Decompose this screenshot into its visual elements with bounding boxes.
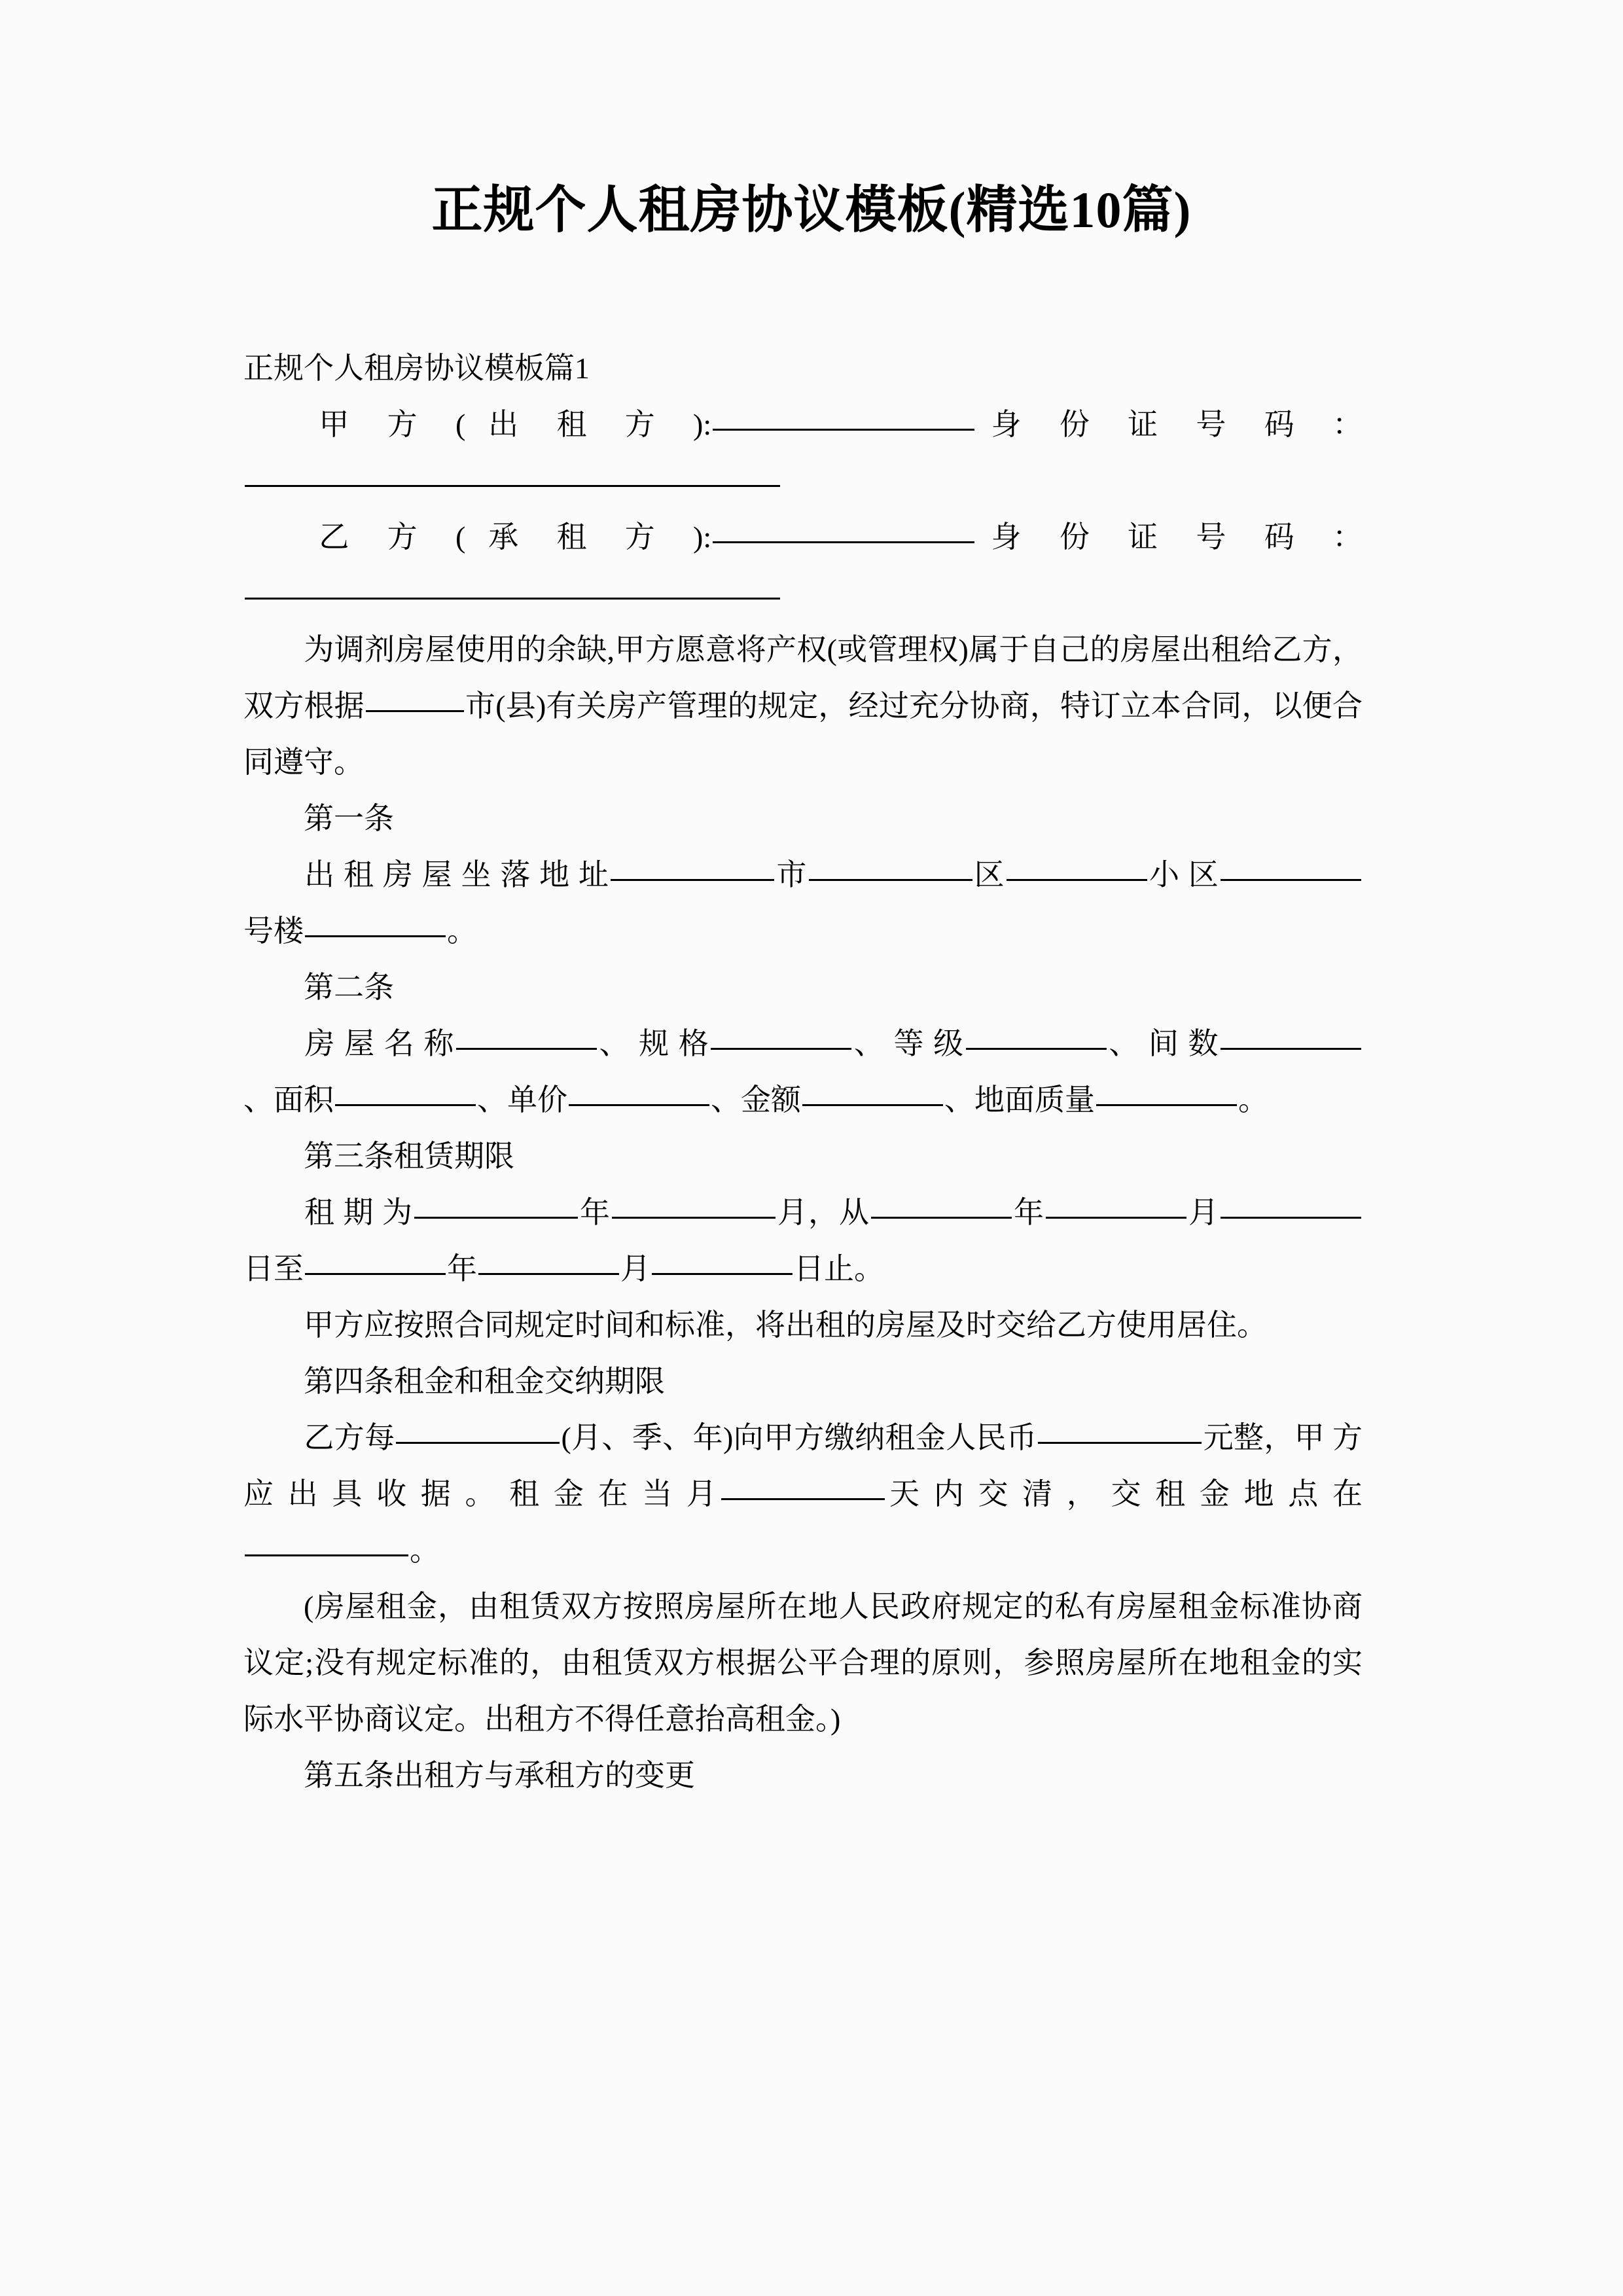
lease-to-label: 日至 bbox=[243, 1252, 304, 1285]
house-name-blank[interactable] bbox=[456, 1047, 597, 1050]
article-2-title: 第二条 bbox=[304, 971, 394, 1004]
house-grade-blank[interactable] bbox=[966, 1047, 1107, 1050]
rent-note-line-3: 租金的实际水平协商议定。出租方不得任意抬高租金。) bbox=[243, 1646, 1363, 1736]
party-a-line bbox=[243, 397, 1363, 453]
article-3-heading bbox=[243, 1128, 1363, 1185]
address-district-unit: 区 bbox=[973, 858, 1005, 891]
lease-from-year-blank[interactable] bbox=[871, 1216, 1012, 1219]
handover-text: 甲方应按照合同规定时间和标准，将出租的房屋及时交给乙方使用居住。 bbox=[304, 1308, 1267, 1342]
article-2-end-punct: 。 bbox=[1238, 1083, 1268, 1117]
lease-from-year-unit: 年 bbox=[1013, 1196, 1044, 1229]
article-2-detail-line bbox=[243, 1016, 1363, 1128]
house-grade-label: 、 等 级 bbox=[853, 1027, 965, 1060]
article-1-address-line bbox=[243, 847, 1363, 960]
house-spec-blank[interactable] bbox=[711, 1047, 851, 1050]
party-a-id-blank[interactable] bbox=[245, 484, 780, 487]
house-spec-label: 、 规 格 bbox=[597, 1027, 710, 1060]
lease-to-month-unit: 月 bbox=[620, 1252, 651, 1285]
rent-period-blank[interactable] bbox=[396, 1441, 560, 1444]
lease-from-day-blank[interactable] bbox=[1221, 1216, 1361, 1219]
preamble-line-2a: 乙方，双方根据 bbox=[243, 633, 1363, 723]
article-5-heading bbox=[243, 1748, 1363, 1804]
address-city-unit: 市 bbox=[776, 858, 808, 891]
party-b-name-blank[interactable] bbox=[713, 541, 974, 543]
house-rooms-label: 、 间 数 bbox=[1107, 1027, 1220, 1060]
section-heading-text: 正规个人租房协议模板篇1 bbox=[243, 351, 590, 385]
article-1-address-label: 出 租 房 屋 坐 落 地 址 bbox=[304, 858, 610, 891]
article-1-title: 第一条 bbox=[304, 802, 394, 835]
article-3-title: 第三条租赁期限 bbox=[304, 1139, 514, 1173]
house-area-blank[interactable] bbox=[335, 1103, 476, 1106]
rent-note-line-2: 协商议定;没有规定标准的，由租赁双方根据公平合理的原则，参照房屋所在地 bbox=[243, 1590, 1363, 1679]
rent-place-label: 天 内 交 清 ， 交 租 金 地 点 在 bbox=[886, 1477, 1363, 1511]
page-title: 正规个人租房协议模板(精选10篇) bbox=[431, 181, 1192, 238]
party-b-id-label: 身 份 证 号 码 ： bbox=[976, 520, 1363, 554]
party-a-name-blank[interactable] bbox=[713, 428, 974, 431]
rent-receipt-label: 甲 方 应 出 具 收 据 。 租 金 在 当 月 bbox=[243, 1421, 1363, 1511]
lease-term-month-unit: 月， bbox=[777, 1196, 839, 1229]
preamble-line-1: 为调剂房屋使用的余缺,甲方愿意将产权(或管理权)属于自己的房屋出租给 bbox=[304, 633, 1272, 666]
rent-period-options: (月、季、年)向甲方缴纳租金人民币 bbox=[561, 1421, 1037, 1454]
house-quality-blank[interactable] bbox=[1096, 1103, 1237, 1106]
rent-period-label: 乙方每 bbox=[304, 1421, 395, 1454]
rent-note-paragraph bbox=[243, 1579, 1363, 1748]
address-community-unit: 小 区 bbox=[1148, 858, 1220, 891]
article-3-term-line bbox=[243, 1185, 1363, 1297]
rent-place-blank[interactable] bbox=[245, 1554, 408, 1556]
house-floorquality-label: 、地面质 bbox=[944, 1083, 1065, 1117]
article-4-rent-line bbox=[243, 1410, 1363, 1579]
rent-amount-blank[interactable] bbox=[1038, 1441, 1202, 1444]
party-b-id-blank-row bbox=[243, 565, 1363, 622]
address-building-unit: 号楼 bbox=[243, 914, 304, 948]
party-b-label: 乙 方 ( 承 租 方 ): bbox=[304, 520, 712, 554]
address-end-punct: 。 bbox=[447, 914, 477, 948]
lease-to-day-unit: 日止。 bbox=[794, 1252, 884, 1285]
address-building-blank[interactable] bbox=[1221, 878, 1361, 881]
house-name-label: 房 屋 名 称 bbox=[304, 1027, 455, 1060]
lease-from-month-unit: 月 bbox=[1188, 1196, 1219, 1229]
house-quality-cont: 量 bbox=[1065, 1083, 1095, 1117]
party-b-id-blank[interactable] bbox=[245, 597, 780, 600]
address-district-blank[interactable] bbox=[809, 878, 972, 881]
party-a-label: 甲 方 ( 出 租 方 ): bbox=[304, 408, 712, 441]
article-4-end-punct: 。 bbox=[410, 1534, 440, 1567]
preamble-line-3: 同，以便合同遵守。 bbox=[243, 689, 1363, 779]
lease-to-year-unit: 年 bbox=[447, 1252, 477, 1285]
party-b-line bbox=[243, 509, 1363, 565]
house-rooms-blank[interactable] bbox=[1221, 1047, 1361, 1050]
rent-amount-unit: 元整， bbox=[1203, 1421, 1294, 1454]
rent-note-line-1: (房屋租金，由租赁双方按照房屋所在地人民政府规定的私有房屋租金标准 bbox=[304, 1590, 1302, 1623]
article-1-heading bbox=[243, 791, 1363, 847]
house-unitprice-label: 、单价 bbox=[477, 1083, 567, 1117]
house-amount-label: 、金额 bbox=[711, 1083, 801, 1117]
article-4-title: 第四条租金和租金交纳期限 bbox=[304, 1365, 665, 1398]
party-a-id-blank-row bbox=[243, 453, 1363, 509]
lease-to-year-blank[interactable] bbox=[305, 1272, 446, 1275]
lease-term-months-blank[interactable] bbox=[612, 1216, 776, 1219]
rent-days-blank[interactable] bbox=[721, 1498, 885, 1500]
article-2-heading bbox=[243, 960, 1363, 1016]
preamble-paragraph bbox=[243, 622, 1363, 791]
address-community-blank[interactable] bbox=[1007, 878, 1147, 881]
address-city-blank[interactable] bbox=[611, 878, 774, 881]
article-5-title: 第五条出租方与承租方的变更 bbox=[304, 1759, 695, 1792]
lease-to-month-blank[interactable] bbox=[478, 1272, 619, 1275]
handover-paragraph bbox=[243, 1297, 1363, 1354]
lease-term-year-unit: 年 bbox=[579, 1196, 611, 1229]
house-area-label: 、面积 bbox=[243, 1083, 334, 1117]
lease-term-label: 租 期 为 bbox=[304, 1196, 413, 1229]
preamble-city-blank[interactable] bbox=[366, 709, 464, 712]
house-amount-blank[interactable] bbox=[802, 1103, 943, 1106]
party-a-id-label: 身 份 证 号 码 ： bbox=[976, 408, 1363, 441]
article-4-heading bbox=[243, 1354, 1363, 1410]
lease-term-years-blank[interactable] bbox=[414, 1216, 578, 1219]
lease-from-label: 从 bbox=[839, 1196, 870, 1229]
house-unitprice-blank[interactable] bbox=[569, 1103, 709, 1106]
preamble-line-2b: 市(县)有关房产管理的规定，经过充分协商，特订立本合 bbox=[465, 689, 1212, 723]
lease-from-month-blank[interactable] bbox=[1046, 1216, 1186, 1219]
section-heading bbox=[243, 340, 1363, 397]
address-room-blank[interactable] bbox=[305, 935, 446, 937]
document-body bbox=[243, 340, 1363, 1804]
lease-to-day-blank[interactable] bbox=[652, 1272, 793, 1275]
